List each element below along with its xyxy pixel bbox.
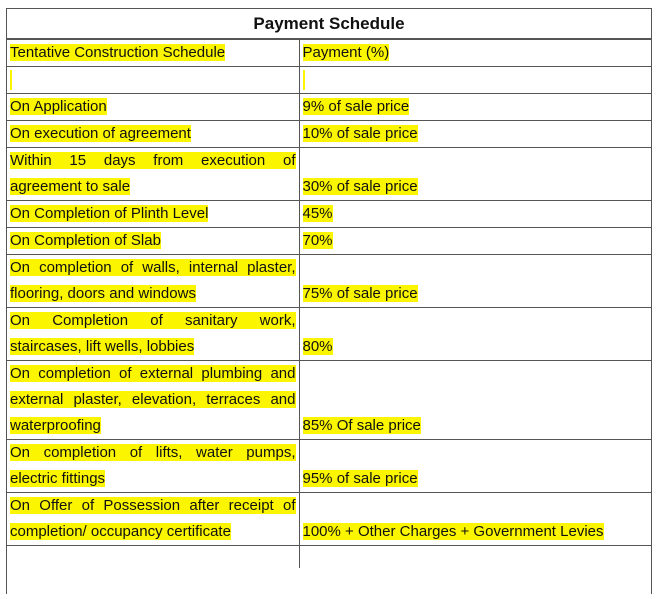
table-row <box>7 493 651 546</box>
table-row <box>7 94 651 121</box>
blank-cell <box>299 546 651 569</box>
payment-schedule-table <box>7 39 651 568</box>
stage-text: On Offer of Possession after receipt of completion/ occupancy certificate <box>10 497 296 540</box>
stage-text: On Completion of sanitary work, staircases, lift wells, lobbies <box>10 312 296 355</box>
payment-cell <box>299 121 651 148</box>
stage-cell <box>7 201 299 228</box>
payment-cell <box>299 228 651 255</box>
header-payment-label: Payment (%) <box>302 44 390 61</box>
table-header-row <box>7 40 651 67</box>
stage-text: On completion of external plumbing and external plaster, elevation, terraces and waterproofing <box>10 365 296 434</box>
payment-cell <box>299 440 651 493</box>
stage-cell <box>7 440 299 493</box>
payment-text: 85% Of sale price <box>302 417 421 434</box>
stage-text: On completion of walls, internal plaster, flooring, doors and windows <box>10 259 296 302</box>
payment-cell <box>299 493 651 546</box>
stage-text: On Application <box>10 98 107 115</box>
payment-text: 10% of sale price <box>302 125 418 142</box>
payment-cell <box>299 94 651 121</box>
table-row <box>7 308 651 361</box>
stage-cell <box>7 361 299 440</box>
stage-cell <box>7 255 299 308</box>
stage-text: On Completion of Slab <box>10 232 161 249</box>
header-cell-stage <box>7 40 299 67</box>
stage-cell <box>7 493 299 546</box>
payment-cell <box>299 148 651 201</box>
header-stage-label: Tentative Construction Schedule <box>10 44 226 61</box>
highlight-mark <box>303 70 305 90</box>
payment-text: 9% of sale price <box>302 98 410 115</box>
payment-schedule-document <box>6 8 652 594</box>
table-row <box>7 148 651 201</box>
table-row <box>7 255 651 308</box>
stage-cell <box>7 121 299 148</box>
stage-cell <box>7 228 299 255</box>
payment-cell <box>299 361 651 440</box>
table-row <box>7 440 651 493</box>
header-cell-payment <box>299 40 651 67</box>
highlight-mark <box>10 70 12 90</box>
blank-cell <box>7 546 299 569</box>
payment-text: 45% <box>302 205 333 222</box>
stage-cell <box>7 308 299 361</box>
stage-text: On Completion of Plinth Level <box>10 205 209 222</box>
document-title: Payment Schedule <box>7 9 651 39</box>
payment-cell <box>299 255 651 308</box>
stage-text: Within 15 days from execution of agreement to sale <box>10 152 296 195</box>
blank-cell <box>299 67 651 94</box>
payment-text: 95% of sale price <box>302 470 418 487</box>
stage-text: On completion of lifts, water pumps, electric fittings <box>10 444 296 487</box>
payment-text: 100% + Other Charges + Government Levies <box>302 523 604 540</box>
blank-cell <box>7 67 299 94</box>
table-row <box>7 201 651 228</box>
table-row <box>7 228 651 255</box>
stage-cell <box>7 94 299 121</box>
table-row <box>7 361 651 440</box>
payment-text: 70% <box>302 232 333 249</box>
stage-text: On execution of agreement <box>10 125 191 142</box>
payment-text: 80% <box>302 338 333 355</box>
blank-row <box>7 67 651 94</box>
payment-cell <box>299 308 651 361</box>
payment-text: 75% of sale price <box>302 285 418 302</box>
payment-text: 30% of sale price <box>302 178 418 195</box>
trailing-empty-row <box>7 546 651 569</box>
table-row <box>7 121 651 148</box>
payment-cell <box>299 201 651 228</box>
stage-cell <box>7 148 299 201</box>
